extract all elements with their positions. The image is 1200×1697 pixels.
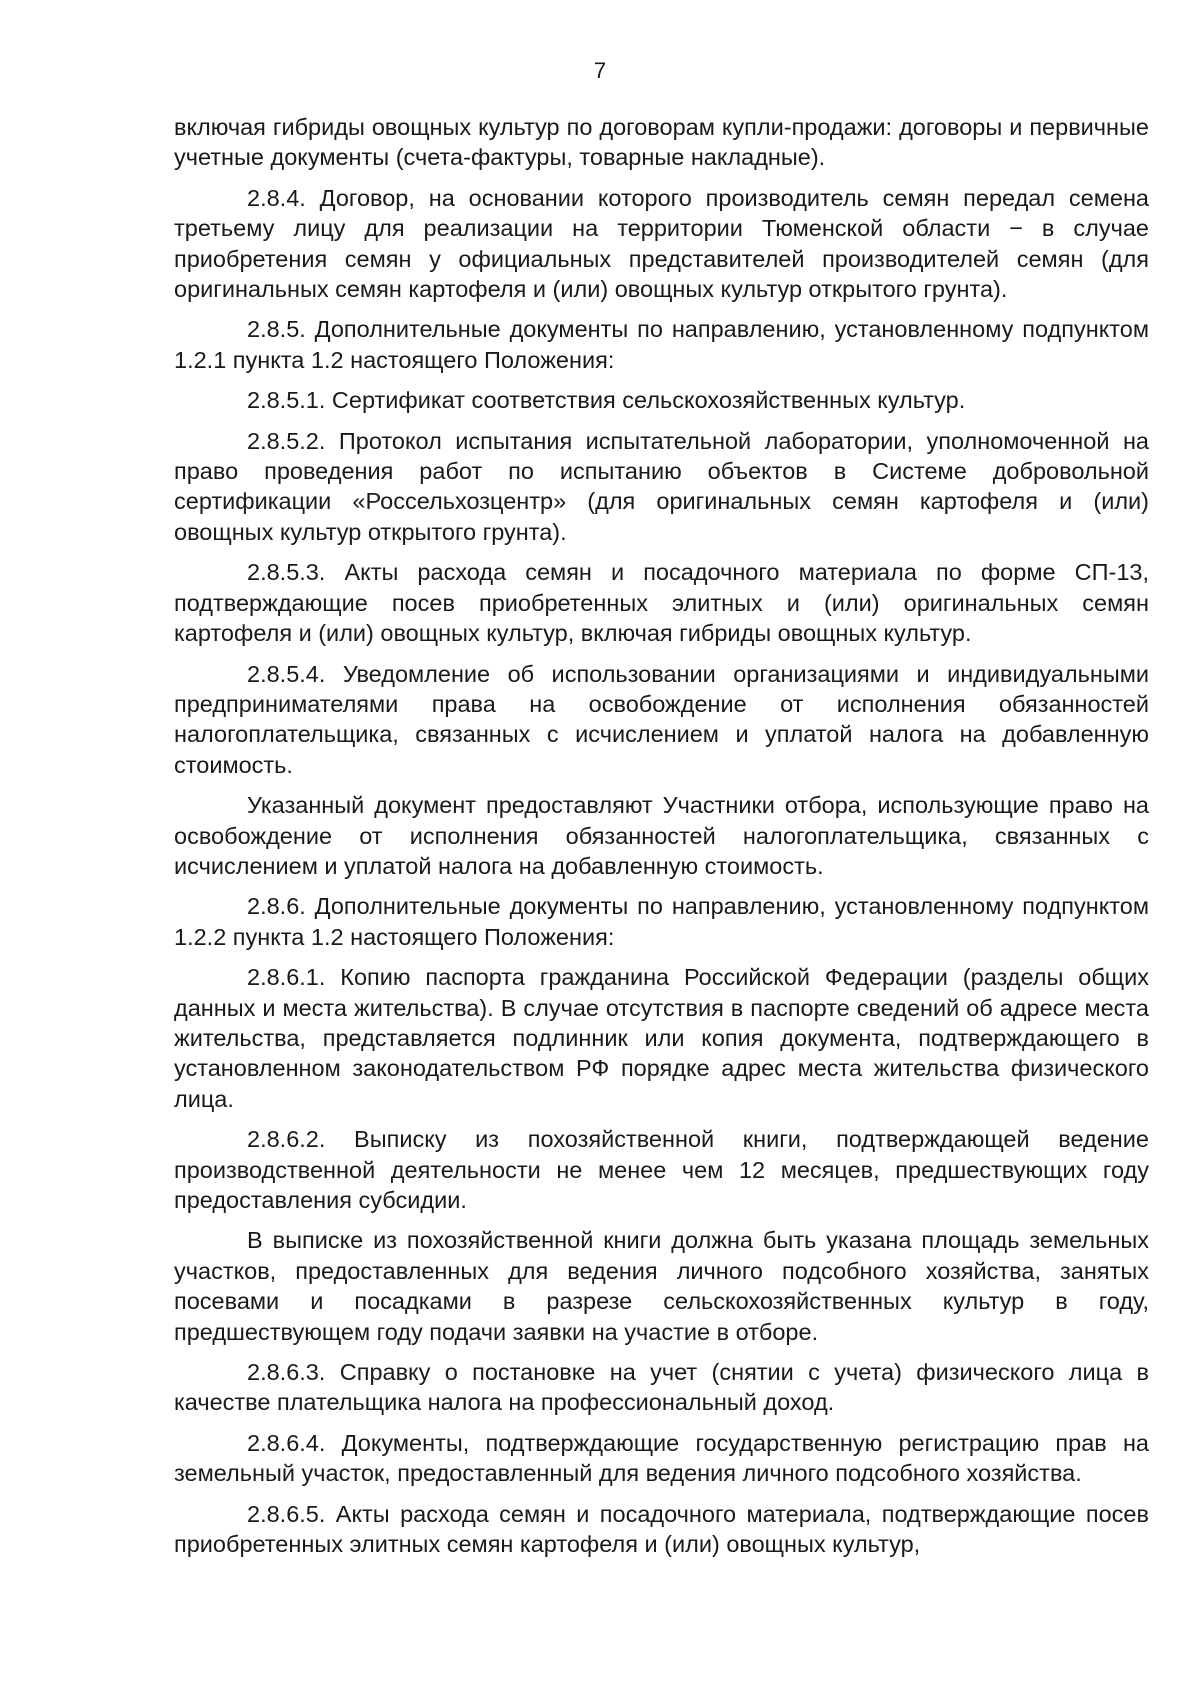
paragraph-document-note: Указанный документ предоставляют Участники отбора, использующие право на освобождение от исполнения обязанностей налогоплательщика, связанных с исчислением и уплатой налога на добавленную стоимость. bbox=[174, 792, 1149, 879]
page-number: 7 bbox=[593, 58, 607, 83]
paragraph-2-8-6: 2.8.6. Дополнительные документы по направлению, установленному подпунктом 1.2.2 пункта 1.2 настоящего Положения: bbox=[174, 893, 1149, 950]
paragraph-2-8-6-5: 2.8.6.5. Акты расхода семян и посадочного материала, подтверждающие посев приобретенных элитных семян картофеля и (или) овощных культур, bbox=[174, 1500, 1149, 1558]
paragraph-continuation: включая гибриды овощных культур по договорам купли-продажи: договоры и первичные учетные документы (счета-фактуры, товарные накладные). bbox=[174, 114, 1149, 171]
paragraph-2-8-5-2: 2.8.5.2. Протокол испытания испытательной лаборатории, уполномоченной на право проведения работ по испытанию объектов в Системе добровольной сертификации «Россельхозцентр» (для оригинальных семян картофеля и (или) овощных культур открытого грунта). bbox=[174, 427, 1149, 545]
document-body bbox=[174, 112, 1149, 1559]
paragraph-2-8-4: 2.8.4. Договор, на основании которого производитель семян передал семена третьему лицу для реализации на территории Тюменской области − в случае приобретения семян у официальных представителей производителей семян (для оригинальных семян картофеля и (или) овощных культур открытого грунта). bbox=[174, 184, 1149, 303]
paragraph-2-8-6-2: 2.8.6.2. Выписку из похозяйственной книги, подтверждающей ведение производственной деятельности не менее чем 12 месяцев, предшествующих году предоставления субсидии. bbox=[174, 1126, 1149, 1213]
paragraph-2-8-5-1: 2.8.5.1. Сертификат соответствия сельскохозяйственных культур. bbox=[247, 387, 966, 414]
paragraph-2-8-5-3: 2.8.5.3. Акты расхода семян и посадочного материала по форме СП-13, подтверждающие посев приобретенных элитных и (или) оригинальных семян картофеля и (или) овощных культур, включая гибриды овощных культур. bbox=[174, 559, 1149, 647]
paragraph-2-8-5-4: 2.8.5.4. Уведомление об использовании организациями и индивидуальными предпринимателями права на освобождение от исполнения обязанностей налогоплательщика, связанных с исчислением и уплатой налога на добавленную стоимость. bbox=[174, 660, 1149, 778]
paragraph-extract-note: В выписке из похозяйственной книги должна быть указана площадь земельных участков, предоставленных для ведения личного подсобного хозяйства, занятых посевами и посадками в разрезе сельскохозяйственных культур в году, предшествующем году подачи заявки на участие в отборе. bbox=[174, 1227, 1149, 1345]
paragraph-2-8-6-3: 2.8.6.3. Справку о постановке на учет (снятии с учета) физического лица в качестве плательщика налога на профессиональный доход. bbox=[174, 1359, 1149, 1416]
paragraph-2-8-6-1: 2.8.6.1. Копию паспорта гражданина Российской Федерации (разделы общих данных и места жительства). В случае отсутствия в паспорте сведений об адресе места жительства, представляется подлинник или копия документа, подтверждающего в установленном законодательством РФ порядке адрес места жительства физического лица. bbox=[174, 964, 1149, 1112]
paragraph-2-8-6-4: 2.8.6.4. Документы, подтверждающие государственную регистрацию прав на земельный участок, предоставленный для ведения личного подсобного хозяйства. bbox=[174, 1429, 1149, 1487]
paragraph-2-8-5: 2.8.5. Дополнительные документы по направлению, установленному подпунктом 1.2.1 пункта 1.2 настоящего Положения: bbox=[174, 316, 1149, 373]
